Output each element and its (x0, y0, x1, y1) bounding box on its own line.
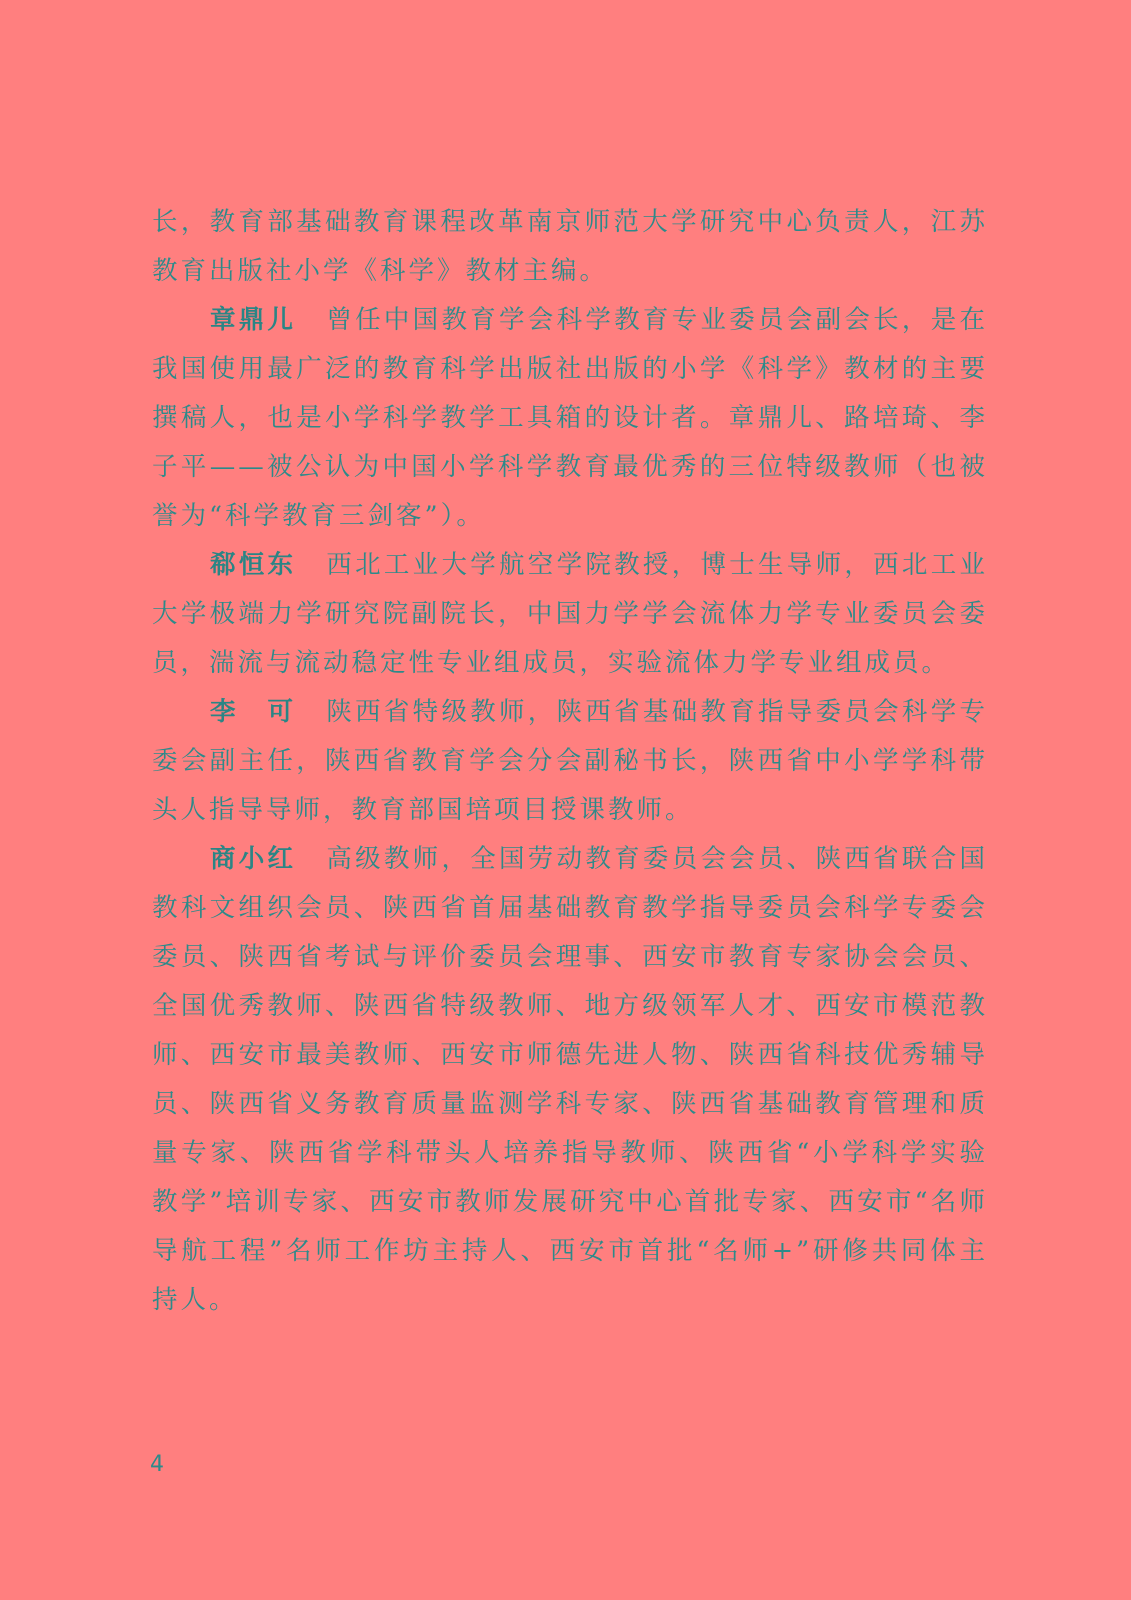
person-name: 李 可 (210, 697, 297, 727)
page-body (152, 198, 988, 1325)
paragraph-text: 曾任中国教育学会科学教育专业委员会副会长，是在我国使用最广泛的教育科学出版社出版的小学《科学》教材的主要撰稿人，也是小学科学教学工具箱的设计者。章鼎儿、路培琦、李子平——被公认为中国小学科学教育最优秀的三位特级教师（也被誉为“科学教育三剑客”）。 (152, 305, 988, 531)
person-name: 章鼎儿 (210, 305, 297, 335)
paragraph-text: 西北工业大学航空学院教授，博士生导师，西北工业大学极端力学研究院副院长，中国力学学会流体力学专业委员会委员，湍流与流动稳定性专业组成员，实验流体力学专业组成员。 (152, 550, 988, 678)
paragraph-text: 陕西省特级教师，陕西省基础教育指导委员会科学专委会副主任，陕西省教育学会分会副秘书长，陕西省中小学学科带头人指导导师，教育部国培项目授课教师。 (152, 697, 988, 825)
bio-li-ke (152, 688, 988, 835)
person-name: 郗恒东 (210, 550, 297, 580)
paragraph-text: 长，教育部基础教育课程改革南京师范大学研究中心负责人，江苏教育出版社小学《科学》教材主编。 (152, 207, 988, 286)
bio-shang-xiaohong (152, 835, 988, 1325)
person-name: 商小红 (210, 844, 297, 874)
page-number: 4 (150, 1452, 164, 1477)
paragraph-text: 高级教师，全国劳动教育委员会会员、陕西省联合国教科文组织会员、陕西省首届基础教育教学指导委员会科学专委会委员、陕西省考试与评价委员会理事、西安市教育专家协会会员、全国优秀教师、陕西省特级教师、地方级领军人才、西安市模范教师、西安市最美教师、西安市师德先进人物、陕西省科技优秀辅导员、陕西省义务教育质量监测学科专家、陕西省基础教育管理和质量专家、陕西省学科带头人培养指导教师、陕西省“小学科学实验教学”培训专家、西安市教师发展研究中心首批专家、西安市“名师导航工程”名师工作坊主持人、西安市首批“名师+”研修共同体主持人。 (152, 844, 988, 1315)
bio-zhang-dinger (152, 296, 988, 541)
bio-xi-hengdong (152, 541, 988, 688)
paragraph-continuation (152, 198, 988, 296)
